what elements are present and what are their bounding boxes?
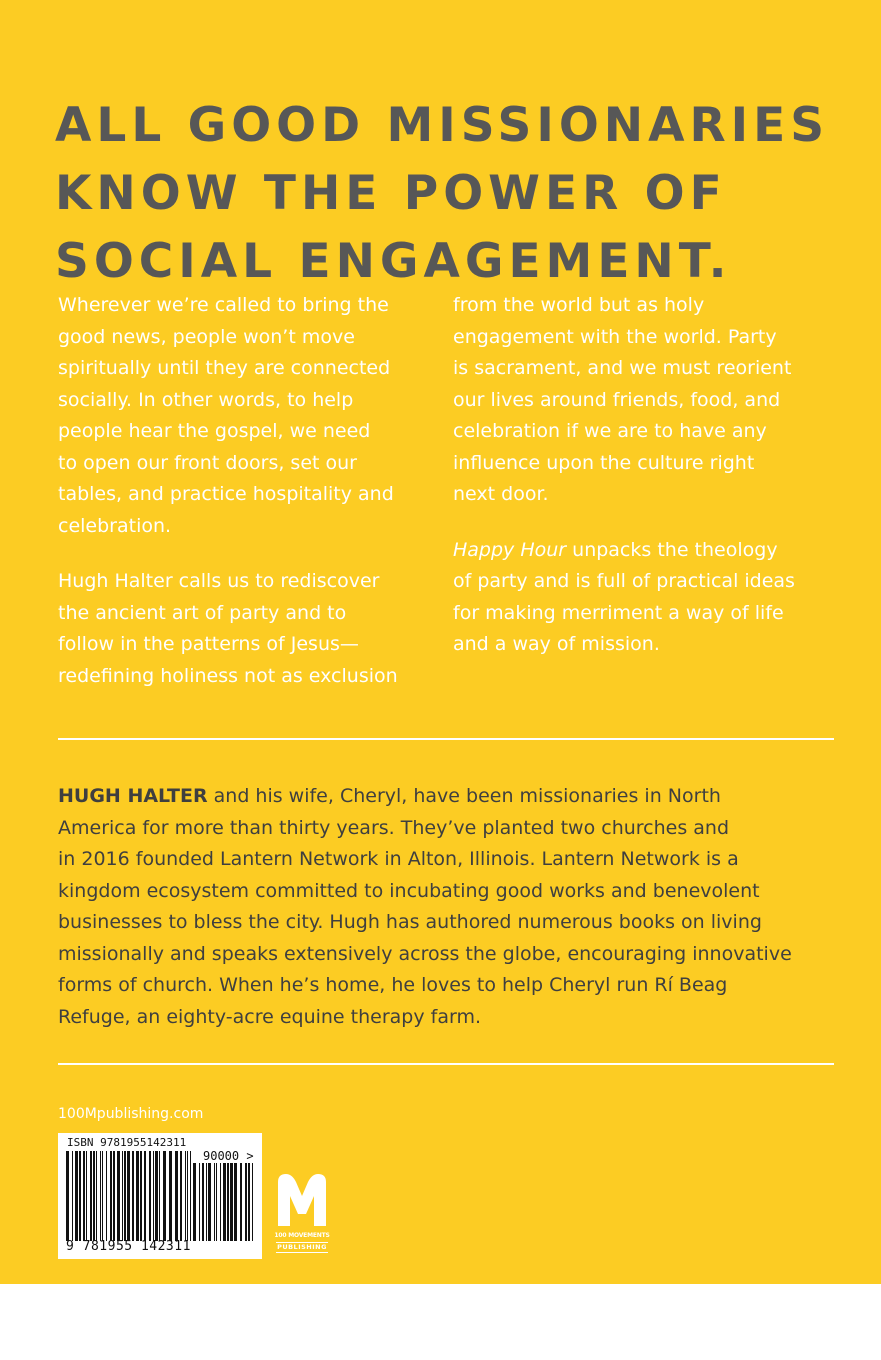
text-line: in 2016 founded Lantern Network in Alton, Illinois. Lantern Network is a <box>58 848 739 870</box>
description-left-column <box>58 290 428 692</box>
text-line: people hear the gospel, we need <box>58 420 371 442</box>
text-line: follow in the patterns of Jesus— <box>58 633 359 655</box>
divider <box>58 738 834 740</box>
text-line: kingdom ecosystem committed to incubating good works and benevolent <box>58 879 760 902</box>
text-line: spiritually until they are connected <box>58 357 391 379</box>
text-line: redefining holiness not as exclusion <box>58 664 398 687</box>
description-paragraph <box>58 566 428 692</box>
text-line: the ancient art of party and to <box>58 601 347 624</box>
text-line <box>58 781 838 813</box>
description-right-column <box>453 290 823 661</box>
text-line: socially. In other words, to help <box>58 388 354 411</box>
barcode-digits: 9 781955 142311 <box>66 1239 191 1254</box>
isbn-barcode <box>58 1133 262 1259</box>
text-line: is sacrament, and we must reorient <box>453 357 792 379</box>
text-line: celebration. <box>58 514 172 537</box>
description-paragraph <box>453 535 823 661</box>
publisher-logo <box>272 1170 334 1260</box>
text-line: from the world but as holy <box>453 294 705 316</box>
book-title: Happy Hour <box>453 538 567 561</box>
isbn-label: ISBN 9781955142311 <box>67 1136 187 1149</box>
text-line: Refuge, an eighty-acre equine therapy farm. <box>58 1005 482 1028</box>
author-bio <box>58 781 838 1033</box>
text-line: good news, people won’t move <box>58 325 355 348</box>
text-line: tables, and practice hospitality and <box>58 483 394 505</box>
publisher-m-logo-icon <box>272 1170 332 1230</box>
text-line: our lives around friends, food, and <box>453 388 781 411</box>
barcode-addon-bars <box>193 1163 255 1241</box>
text-line: next door. <box>453 483 549 505</box>
text-line <box>453 535 823 567</box>
description-paragraph <box>58 290 428 542</box>
publisher-website: 100Mpublishing.com <box>58 1106 204 1122</box>
text-line: Hugh Halter calls us to rediscover <box>58 570 380 592</box>
headline-line: ALL GOOD MISSIONARIES <box>55 98 830 153</box>
description-paragraph <box>453 290 823 511</box>
barcode-bars <box>66 1151 191 1241</box>
headline-line: KNOW THE POWER OF <box>55 166 727 221</box>
text-line: forms of church. When he’s home, he loves to help Cheryl run Rí Beag <box>58 974 728 996</box>
text-line: businesses to bless the city. Hugh has authored numerous books on living <box>58 911 762 933</box>
text-line: engagement with the world. Party <box>453 325 777 348</box>
divider <box>276 1252 328 1253</box>
text-line: Wherever we’re called to bring the <box>58 294 389 316</box>
text-line: celebration if we are to have any <box>453 420 767 442</box>
publisher-name: 100 MOVEMENTS <box>274 1232 330 1239</box>
text-line: missionally and speaks extensively across the globe, encouraging innovative <box>58 942 792 965</box>
text-line: for making merriment a way of life <box>453 601 784 624</box>
text-line: to open our front doors, set our <box>58 451 357 474</box>
headline <box>55 92 829 296</box>
text-line: America for more than thirty years. They’ve planted two churches and <box>58 816 730 839</box>
text-fragment: unpacks the theology <box>566 538 778 561</box>
author-name: HUGH HALTER <box>58 785 208 807</box>
text-line: influence upon the culture right <box>453 451 755 474</box>
text-line: and a way of mission. <box>453 633 660 655</box>
headline-line: SOCIAL ENGAGEMENT. <box>55 234 732 289</box>
barcode-addon-digits: 90000 > <box>203 1149 254 1163</box>
text-fragment: and his wife, Cheryl, have been missionaries in North <box>207 785 721 807</box>
text-line: of party and is full of practical ideas <box>453 570 795 592</box>
publisher-sub: PUBLISHING <box>277 1243 327 1251</box>
divider <box>58 1063 834 1065</box>
